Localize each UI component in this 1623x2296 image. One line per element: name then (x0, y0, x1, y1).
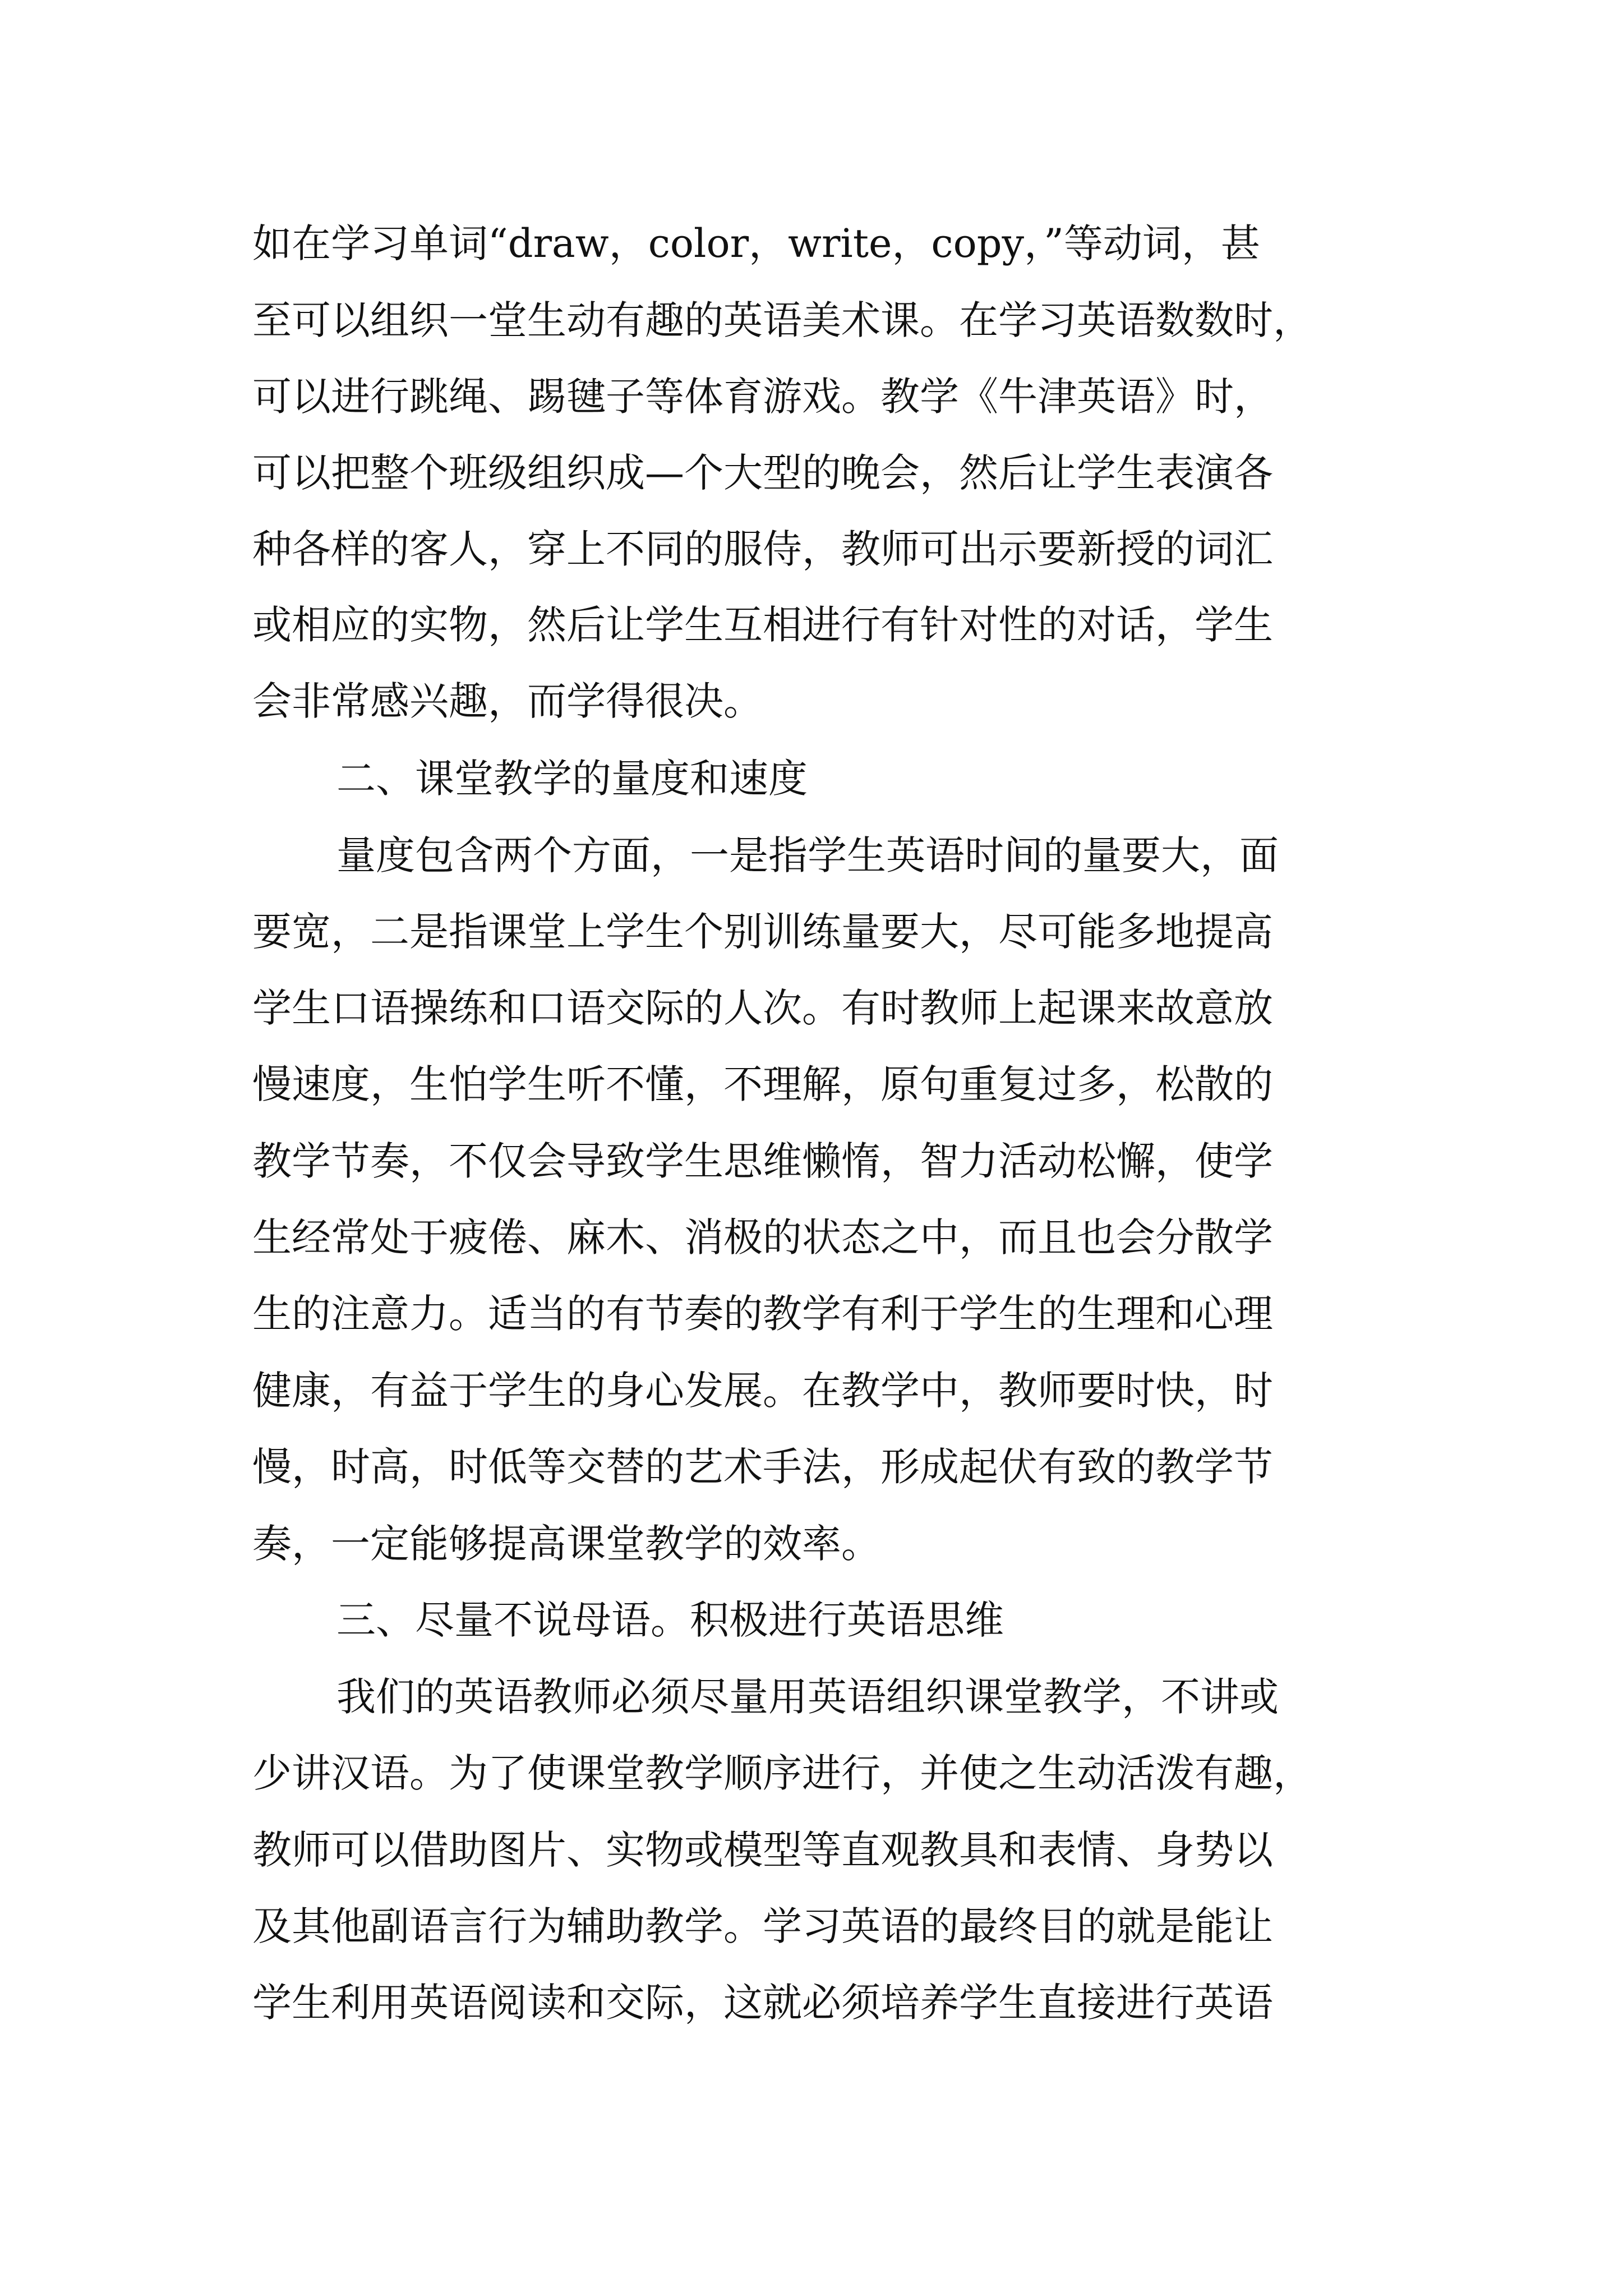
body-text-line: 至可以组织一堂生动有趣的英语美术课。在学习英语数数时， (252, 297, 1312, 343)
body-text-line: 慢速度，生怕学生听不懂，不理解，原句重复过多，松散的 (252, 1061, 1273, 1107)
body-text-line: 要宽，二是指课堂上学生个别训练量要大，尽可能多地提高 (252, 909, 1273, 955)
body-text-line: 少讲汉语。为了使课堂教学顺序进行，并使之生动活泼有趣， (252, 1750, 1312, 1796)
body-text-line: 可以进行跳绳、踢毽子等体育游戏。教学《牛津英语》时， (252, 374, 1273, 420)
body-text-line: 生的注意力。适当的有节奏的教学有利于学生的生理和心理 (252, 1291, 1273, 1337)
section-heading-3: 三、尽量不说母语。积极进行英语思维 (336, 1597, 1004, 1643)
body-text-line: 或相应的实物，然后让学生互相进行有针对性的对话，学生 (252, 602, 1273, 648)
body-text-line: 健康，有益于学生的身心发展。在教学中，教师要时快，时 (252, 1368, 1273, 1414)
paragraph-first-line: 量度包含两个方面，一是指学生英语时间的量要大，面 (336, 832, 1279, 878)
body-text-line: 教师可以借助图片、实物或模型等直观教具和表情、身势以 (252, 1827, 1273, 1873)
body-text-line: 学生口语操练和口语交际的人次。有时教师上起课来故意放 (252, 985, 1273, 1031)
paragraph-first-line: 我们的英语教师必须尽量用英语组织课堂教学，不讲或 (336, 1674, 1279, 1720)
body-text-line: 及其他副语言行为辅助教学。学习英语的最终目的就是能让 (252, 1903, 1273, 1949)
body-text-line: 生经常处于疲倦、麻木、消极的状态之中，而且也会分散学 (252, 1214, 1273, 1260)
body-text-line: 学生利用英语阅读和交际，这就必须培养学生直接进行英语 (252, 1980, 1273, 2026)
body-text-line: 教学节奏，不仅会导致学生思维懒惰，智力活动松懈，使学 (252, 1138, 1273, 1184)
body-text-line: 种各样的客人，穿上不同的服侍，教师可出示要新授的词汇 (252, 526, 1273, 572)
body-text-line: 奏，一定能够提高课堂教学的效率。 (252, 1521, 880, 1567)
body-text-line: 可以把整个班级组织成—个大型的晚会，然后让学生表演各 (252, 450, 1273, 496)
section-heading-2: 二、课堂教学的量度和速度 (336, 756, 808, 802)
body-text-line: 慢，时高，时低等交替的艺术手法，形成起伏有致的教学节 (252, 1444, 1273, 1490)
body-text-line: 会非常感兴趣，而学得很决。 (252, 678, 763, 724)
body-text-line: 如在学习单词“draw，color，write，copy，”等动词，甚 (252, 220, 1260, 266)
